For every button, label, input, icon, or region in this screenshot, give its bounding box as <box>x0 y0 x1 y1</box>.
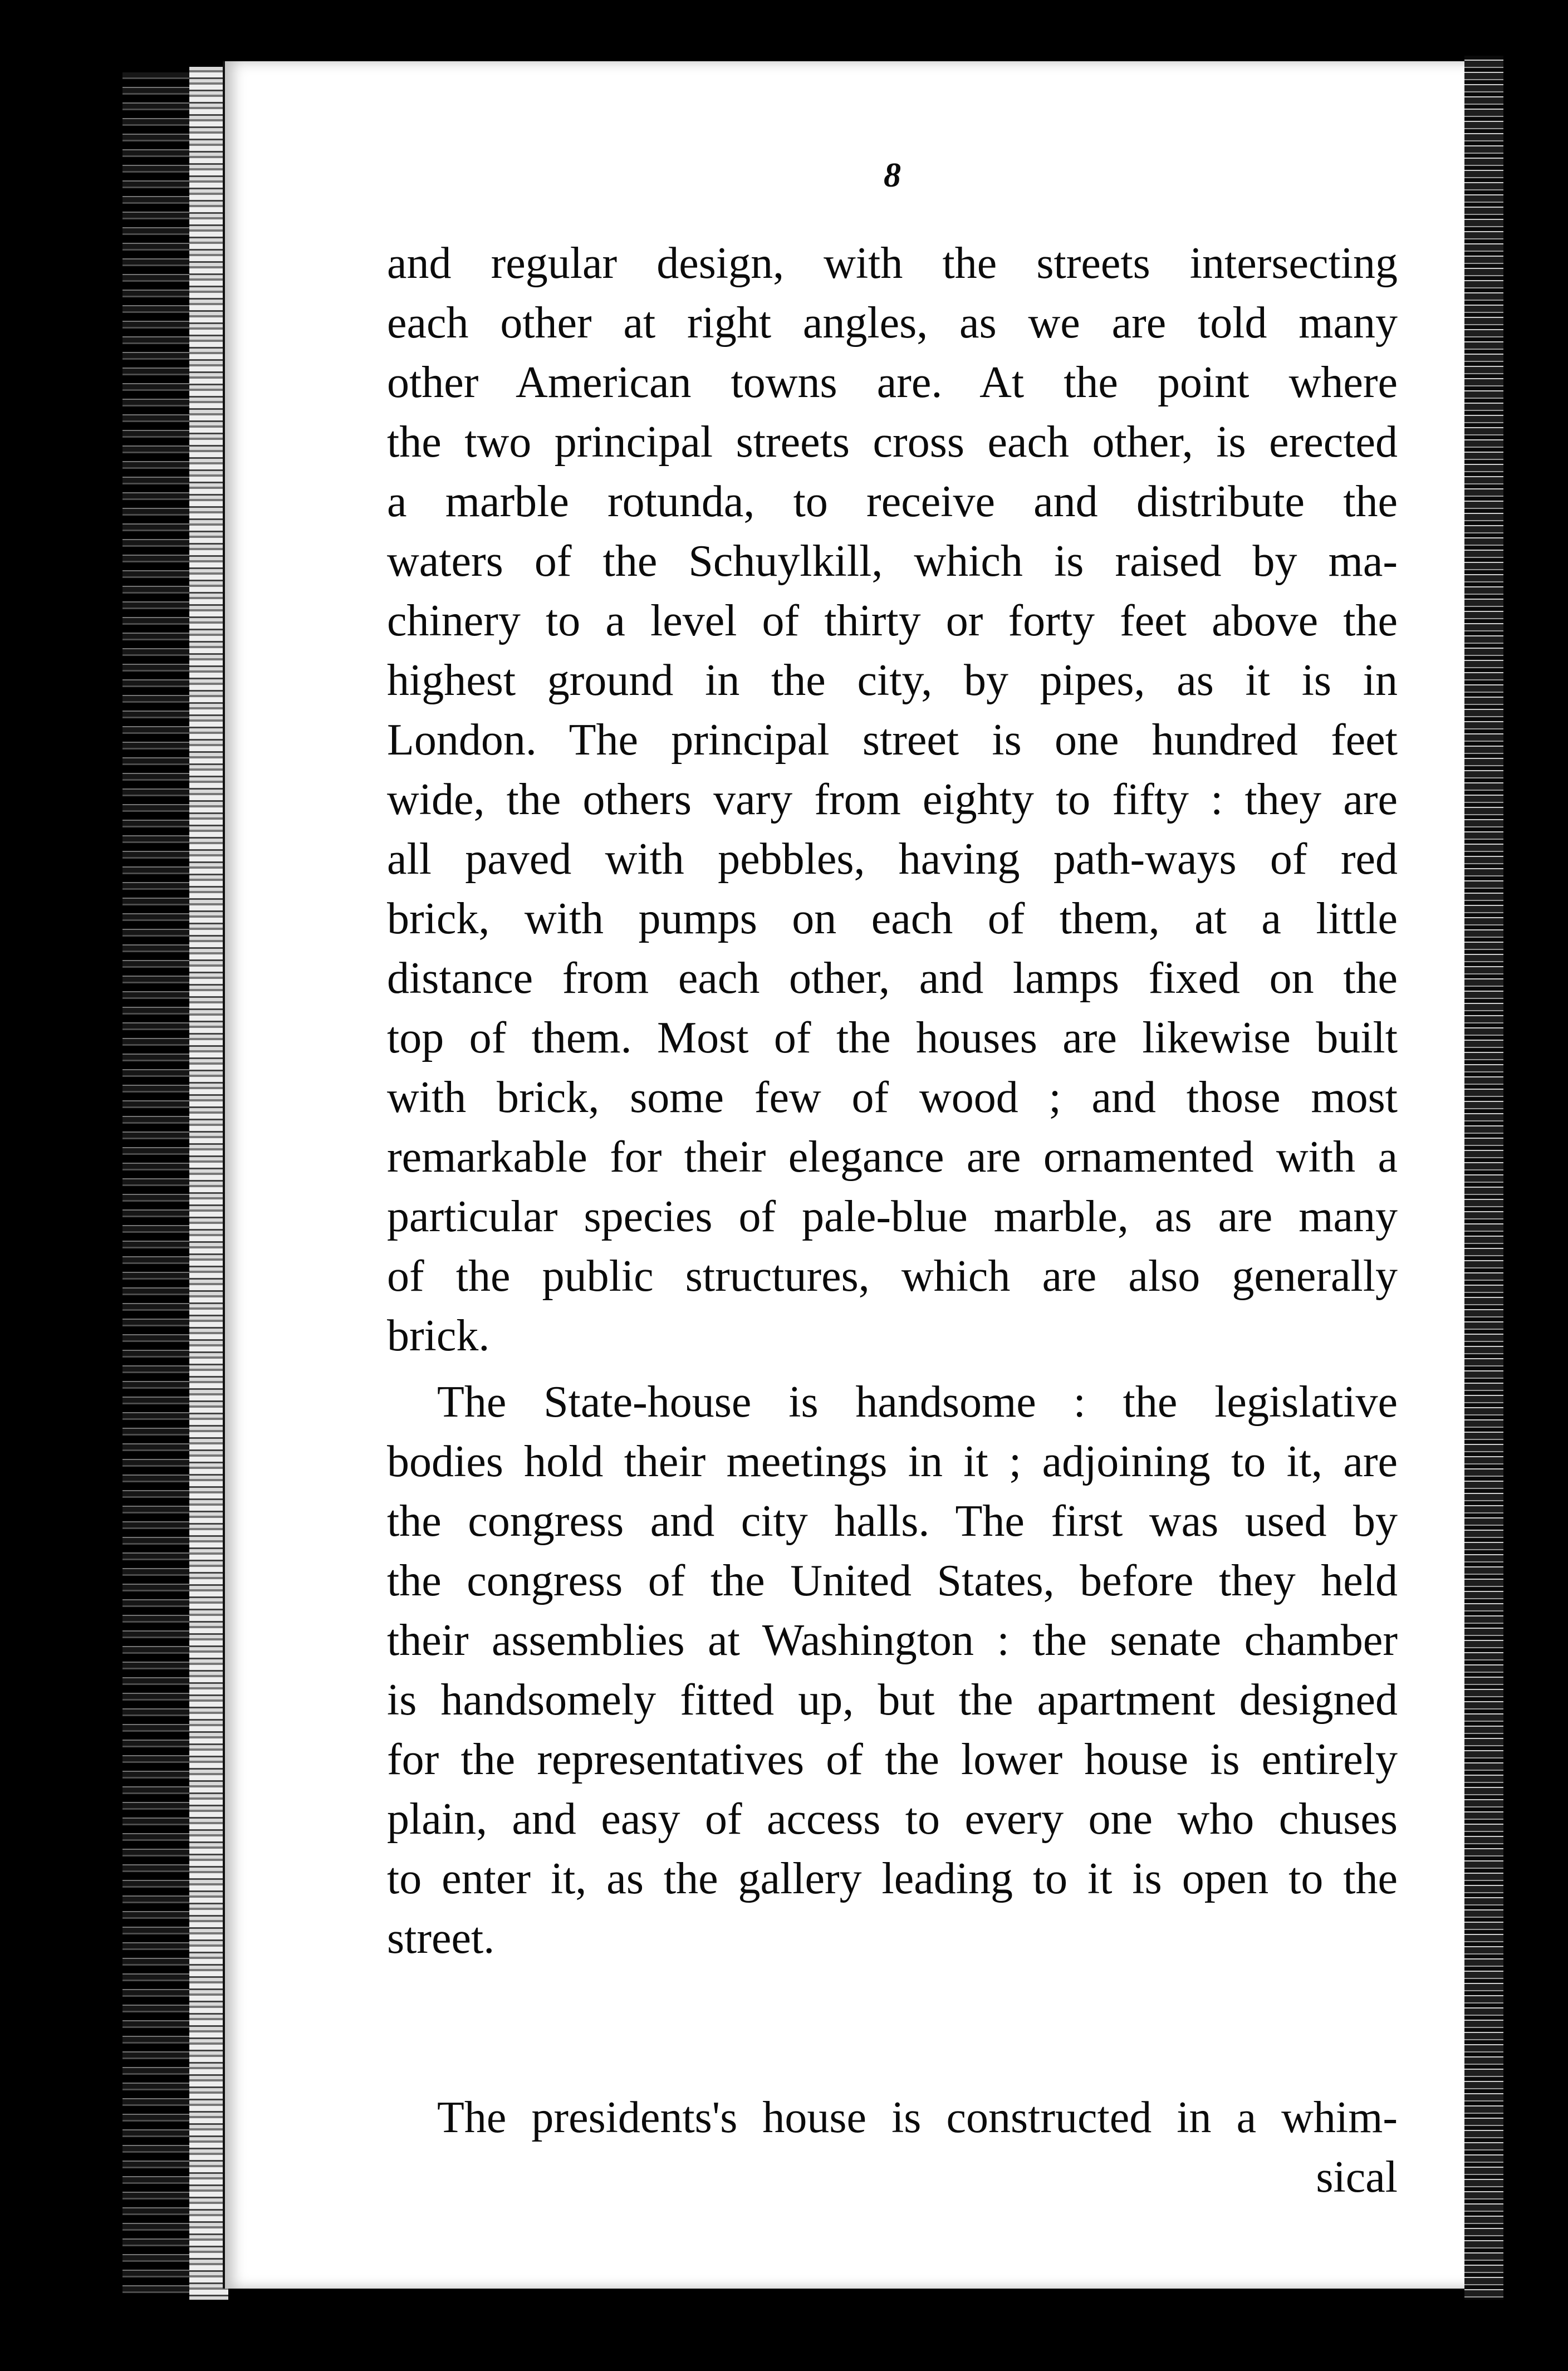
text-line: brick, with pumps on each of them, at a little <box>387 894 1398 943</box>
text-line: all paved with pebbles, having path-ways of red <box>387 835 1398 884</box>
paragraph-1 <box>387 234 1398 1366</box>
text-line: chinery to a level of thirty or forty feet above the <box>387 596 1398 645</box>
text-line: waters of the Schuylkill, which is raised by ma- <box>387 537 1398 586</box>
text-line: each other at right angles, as we are told many <box>387 298 1398 347</box>
page-number: 8 <box>884 156 901 194</box>
text-line: to enter it, as the gallery leading to it is open to the <box>387 1854 1398 1903</box>
text-line: their assemblies at Washington : the senate chamber <box>387 1616 1398 1665</box>
text-line: top of them. Most of the houses are likewise built <box>387 1013 1398 1062</box>
text-line: particular species of pale-blue marble, as are many <box>387 1192 1398 1241</box>
text-line: distance from each other, and lamps fixed on the <box>387 954 1398 1003</box>
text-line: street. <box>387 1914 495 1963</box>
text-line: wide, the others vary from eighty to fifty : they are <box>387 775 1398 824</box>
paragraph-2 <box>387 1373 1398 1968</box>
text-line: of the public structures, which are also generally <box>387 1252 1398 1301</box>
text-line: The presidents's house is constructed in a whim- <box>437 2093 1398 2142</box>
text-line: a marble rotunda, to receive and distribute the <box>387 477 1398 526</box>
text-line: is handsomely fitted up, but the apartment designed <box>387 1676 1398 1725</box>
text-line: and regular design, with the streets intersecting <box>387 239 1398 288</box>
text-line: for the representatives of the lower house is entirely <box>387 1735 1398 1784</box>
text-line: plain, and easy of access to every one who chuses <box>387 1795 1398 1844</box>
text-line: the two principal streets cross each other, is erected <box>387 418 1398 467</box>
page-right-edge <box>1464 56 1503 2300</box>
text-line: London. The principal street is one hundred feet <box>387 716 1398 765</box>
paragraph-3 <box>387 2088 1398 2207</box>
text-line: with brick, some few of wood ; and those most <box>387 1073 1398 1122</box>
text-line: remarkable for their elegance are ornamented with a <box>387 1133 1398 1182</box>
catchword: sical <box>1316 2153 1398 2202</box>
text-line: the congress and city halls. The first was used by <box>387 1497 1398 1546</box>
text-line: brick. <box>387 1311 490 1360</box>
text-line: bodies hold their meetings in it ; adjoining to it, are <box>387 1437 1398 1486</box>
text-line: highest ground in the city, by pipes, as it is in <box>387 656 1398 705</box>
text-line: The State-house is handsome : the legislative <box>437 1378 1398 1427</box>
text-line: the congress of the United States, before they held <box>387 1556 1398 1605</box>
text-line: other American towns are. At the point where <box>387 358 1398 407</box>
